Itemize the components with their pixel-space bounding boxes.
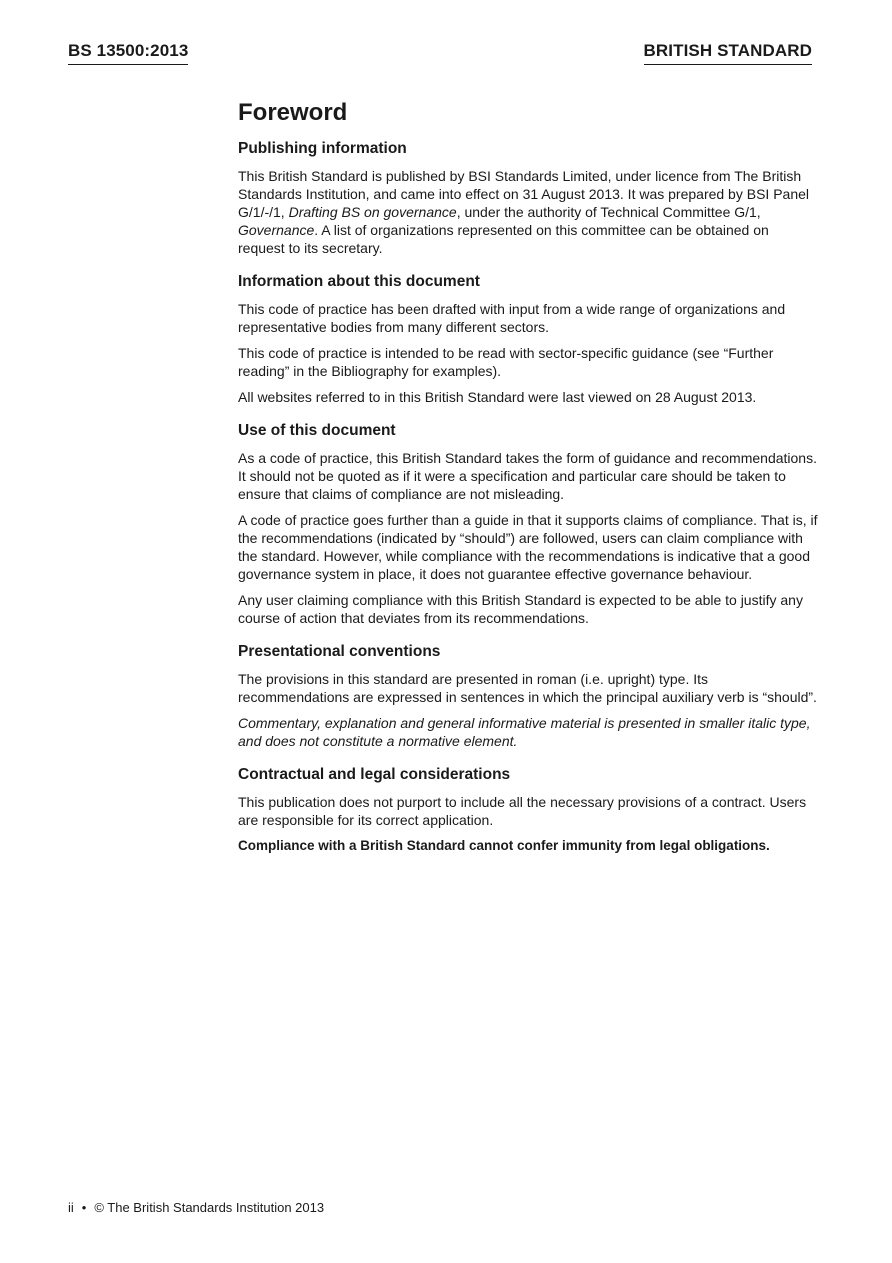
section-information-about-document: [238, 272, 818, 406]
section-heading: Use of this document: [238, 422, 396, 439]
paragraph: A code of practice goes further than a guide in that it supports claims of compliance. That is, if the recommendations (indicated by “should”) are followed, users can claim compliance with the standard. However, while compliance with the recommendations is indicative that a good governance system in place, it does not guarantee effective governance behaviour.: [238, 512, 818, 582]
paragraph: The provisions in this standard are presented in roman (i.e. upright) type. Its recommendations are expressed in sentences in which the principal auxiliary verb is “should”.: [238, 671, 817, 705]
italic-run: Governance: [238, 222, 315, 238]
paragraph: [238, 167, 818, 257]
section-heading: Contractual and legal considerations: [238, 766, 511, 783]
text-run: This British Standard is published by BSI Standards Limited, under licence from The British Standards Institution, and came into effect on 31 August 2013. It was prepared by BSI Panel G/1/-/1,: [238, 168, 809, 220]
section-heading: Presentational conventions: [238, 643, 441, 660]
paragraph: Any user claiming compliance with this British Standard is expected to be able to justify any course of action that deviates from its recommendations.: [238, 592, 803, 626]
section-heading: Information about this document: [238, 273, 480, 290]
compliance-statement: Compliance with a British Standard cannot confer immunity from legal obligations.: [238, 838, 770, 853]
page-number: ii: [68, 1200, 74, 1215]
paragraph: This publication does not purport to include all the necessary provisions of a contract. Users are responsible for its correct application.: [238, 794, 807, 828]
section-presentational-conventions: [238, 642, 818, 750]
section-publishing-information: [238, 139, 818, 257]
page-title: Foreword: [238, 99, 348, 126]
section-use-of-document: [238, 421, 818, 627]
bullet-separator: •: [81, 1200, 87, 1215]
section-contractual-legal: [238, 765, 818, 855]
header-publisher: BRITISH STANDARD: [644, 40, 812, 65]
paragraph: This code of practice has been drafted with input from a wide range of organizations and representative bodies from many different sectors.: [238, 301, 786, 335]
document-body: [238, 98, 818, 863]
paragraph: This code of practice is intended to be read with sector-specific guidance (see “Further reading” in the Bibliography for examples).: [238, 345, 774, 379]
text-run: , under the authority of Technical Committee G/1,: [456, 204, 761, 220]
header-standard-number: BS 13500:2013: [68, 40, 188, 65]
text-run: . A list of organizations represented on this committee can be obtained on request to its secretary.: [238, 222, 769, 256]
section-heading: Publishing information: [238, 140, 407, 157]
italic-run: Drafting BS on governance: [288, 204, 457, 220]
paragraph: As a code of practice, this British Standard takes the form of guidance and recommendations. It should not be quoted as if it were a specification and particular care should be taken to ensure that claims of compliance are not misleading.: [238, 450, 817, 502]
page-footer: [68, 1199, 324, 1217]
commentary-paragraph: Commentary, explanation and general informative material is presented in smaller italic type, and does not constitute a normative element.: [238, 715, 811, 749]
copyright-notice: © The British Standards Institution 2013: [94, 1200, 325, 1215]
paragraph: All websites referred to in this British Standard were last viewed on 28 August 2013.: [238, 389, 757, 405]
